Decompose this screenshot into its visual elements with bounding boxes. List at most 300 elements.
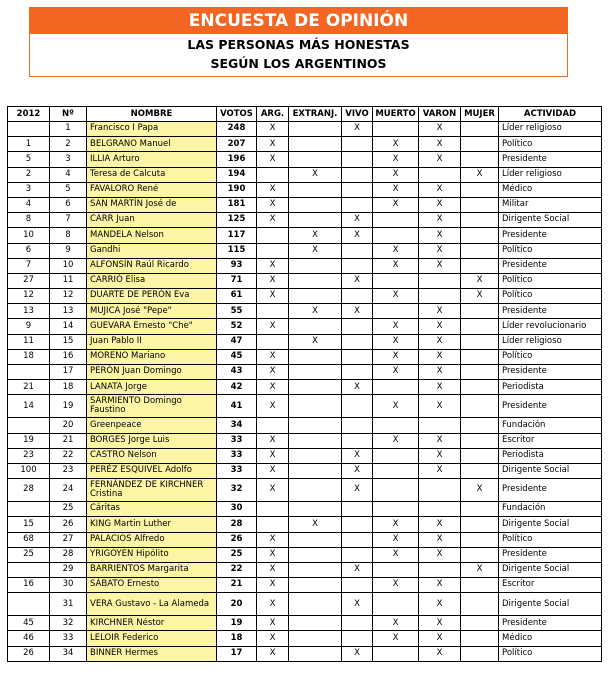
muerto-cell: X: [373, 182, 419, 197]
varon-cell: X: [419, 122, 461, 137]
vivo-cell: [342, 182, 373, 197]
activity-cell: Presidente: [499, 479, 602, 502]
vivo-cell: X: [342, 380, 373, 395]
varon-cell: X: [419, 448, 461, 463]
votes-cell: 33: [217, 463, 257, 478]
votes-cell: 125: [217, 213, 257, 228]
position-cell: 25: [50, 502, 87, 517]
muerto-cell: X: [373, 197, 419, 212]
vivo-cell: [342, 433, 373, 448]
mujer-cell: [461, 631, 499, 646]
votes-cell: 207: [217, 137, 257, 152]
name-cell: ALFONSÍN Raúl Ricardo: [87, 258, 217, 273]
votes-cell: 25: [217, 547, 257, 562]
vivo-cell: X: [342, 479, 373, 502]
muerto-cell: X: [373, 319, 419, 334]
table-row: [8, 152, 602, 167]
varon-cell: [419, 289, 461, 304]
position-cell: 22: [50, 448, 87, 463]
rank-2012-cell: [8, 562, 50, 577]
table-row: [8, 547, 602, 562]
varon-cell: X: [419, 197, 461, 212]
vivo-cell: [342, 532, 373, 547]
varon-cell: [419, 273, 461, 288]
rank-2012-cell: 26: [8, 646, 50, 661]
mujer-cell: [461, 418, 499, 433]
muerto-cell: X: [373, 616, 419, 631]
arg-cell: X: [257, 578, 289, 593]
rank-2012-cell: 5: [8, 152, 50, 167]
arg-cell: X: [257, 562, 289, 577]
mujer-cell: [461, 349, 499, 364]
vivo-cell: [342, 167, 373, 182]
name-cell: Gandhi: [87, 243, 217, 258]
name-cell: Cáritas: [87, 502, 217, 517]
position-cell: 26: [50, 517, 87, 532]
position-cell: 18: [50, 380, 87, 395]
mujer-cell: X: [461, 562, 499, 577]
arg-cell: X: [257, 213, 289, 228]
position-cell: 33: [50, 631, 87, 646]
mujer-cell: [461, 463, 499, 478]
votes-cell: 115: [217, 243, 257, 258]
varon-cell: [419, 562, 461, 577]
name-cell: LELOIR Federico: [87, 631, 217, 646]
muerto-cell: [373, 479, 419, 502]
extranj-cell: [289, 122, 342, 137]
arg-cell: X: [257, 319, 289, 334]
muerto-cell: X: [373, 243, 419, 258]
votes-cell: 181: [217, 197, 257, 212]
mujer-cell: [461, 243, 499, 258]
survey-subtitle: [30, 34, 567, 76]
mujer-cell: [461, 547, 499, 562]
activity-cell: Líder religioso: [499, 334, 602, 349]
rank-2012-cell: 1: [8, 137, 50, 152]
extranj-cell: [289, 593, 342, 616]
table-header-row: [8, 107, 602, 122]
mujer-cell: [461, 380, 499, 395]
name-cell: BARRIENTOS Margarita: [87, 562, 217, 577]
position-cell: 21: [50, 433, 87, 448]
extranj-cell: [289, 463, 342, 478]
varon-cell: X: [419, 578, 461, 593]
muerto-cell: X: [373, 532, 419, 547]
varon-cell: X: [419, 547, 461, 562]
position-cell: 2: [50, 137, 87, 152]
arg-cell: X: [257, 289, 289, 304]
table-row: [8, 228, 602, 243]
table-row: [8, 122, 602, 137]
varon-cell: X: [419, 365, 461, 380]
activity-cell: Médico: [499, 182, 602, 197]
varon-cell: X: [419, 243, 461, 258]
extranj-cell: [289, 578, 342, 593]
extranj-cell: [289, 646, 342, 661]
varon-cell: X: [419, 395, 461, 418]
table-row: [8, 365, 602, 380]
votes-cell: 55: [217, 304, 257, 319]
mujer-cell: [461, 578, 499, 593]
position-cell: 30: [50, 578, 87, 593]
votes-cell: 42: [217, 380, 257, 395]
arg-cell: [257, 167, 289, 182]
activity-cell: Político: [499, 289, 602, 304]
activity-cell: Dirigente Social: [499, 517, 602, 532]
varon-cell: X: [419, 334, 461, 349]
votes-cell: 21: [217, 578, 257, 593]
table-row: [8, 182, 602, 197]
muerto-cell: X: [373, 334, 419, 349]
table-row: [8, 502, 602, 517]
votes-cell: 20: [217, 593, 257, 616]
vivo-cell: [342, 289, 373, 304]
arg-cell: X: [257, 433, 289, 448]
votes-cell: 190: [217, 182, 257, 197]
muerto-cell: [373, 304, 419, 319]
mujer-cell: X: [461, 289, 499, 304]
name-cell: MANDELA Nelson: [87, 228, 217, 243]
table-row: [8, 532, 602, 547]
varon-cell: X: [419, 380, 461, 395]
activity-cell: Político: [499, 273, 602, 288]
activity-cell: Político: [499, 646, 602, 661]
votes-cell: 33: [217, 433, 257, 448]
rank-2012-cell: 14: [8, 395, 50, 418]
name-cell: BINNER Hermes: [87, 646, 217, 661]
mujer-cell: [461, 593, 499, 616]
arg-cell: [257, 304, 289, 319]
votes-cell: 45: [217, 349, 257, 364]
muerto-cell: X: [373, 578, 419, 593]
position-cell: 1: [50, 122, 87, 137]
rank-2012-cell: 21: [8, 380, 50, 395]
muerto-cell: [373, 448, 419, 463]
extranj-cell: [289, 365, 342, 380]
table-row: [8, 137, 602, 152]
vivo-cell: X: [342, 122, 373, 137]
extranj-cell: X: [289, 243, 342, 258]
varon-cell: X: [419, 349, 461, 364]
activity-cell: Dirigente Social: [499, 213, 602, 228]
arg-cell: X: [257, 593, 289, 616]
extranj-cell: [289, 289, 342, 304]
rank-2012-cell: 25: [8, 547, 50, 562]
varon-cell: X: [419, 182, 461, 197]
activity-cell: Presidente: [499, 365, 602, 380]
votes-cell: 19: [217, 616, 257, 631]
activity-cell: Presidente: [499, 228, 602, 243]
name-cell: MUJICA José "Pepe": [87, 304, 217, 319]
votes-cell: 248: [217, 122, 257, 137]
muerto-cell: X: [373, 365, 419, 380]
muerto-cell: X: [373, 258, 419, 273]
extranj-cell: [289, 395, 342, 418]
vivo-cell: [342, 502, 373, 517]
column-header: ARG.: [257, 107, 289, 122]
position-cell: 12: [50, 289, 87, 304]
name-cell: Juan Pablo II: [87, 334, 217, 349]
muerto-cell: [373, 646, 419, 661]
extranj-cell: [289, 182, 342, 197]
votes-cell: 17: [217, 646, 257, 661]
arg-cell: X: [257, 365, 289, 380]
activity-cell: Líder revolucionario: [499, 319, 602, 334]
position-cell: 29: [50, 562, 87, 577]
activity-cell: Escritor: [499, 578, 602, 593]
table-row: [8, 448, 602, 463]
ranking-table: [7, 106, 602, 662]
rank-2012-cell: 46: [8, 631, 50, 646]
vivo-cell: [342, 152, 373, 167]
extranj-cell: X: [289, 304, 342, 319]
name-cell: Greenpeace: [87, 418, 217, 433]
table-row: [8, 289, 602, 304]
position-cell: 23: [50, 463, 87, 478]
table-row: [8, 304, 602, 319]
muerto-cell: [373, 593, 419, 616]
table-row: [8, 167, 602, 182]
activity-cell: Periodista: [499, 448, 602, 463]
name-cell: FAVALORO René: [87, 182, 217, 197]
rank-2012-cell: [8, 122, 50, 137]
extranj-cell: [289, 197, 342, 212]
column-header: MUJER: [461, 107, 499, 122]
arg-cell: X: [257, 137, 289, 152]
name-cell: YRIGOYEN Hipólito: [87, 547, 217, 562]
rank-2012-cell: 28: [8, 479, 50, 502]
varon-cell: X: [419, 433, 461, 448]
activity-cell: Dirigente Social: [499, 463, 602, 478]
mujer-cell: X: [461, 273, 499, 288]
vivo-cell: [342, 197, 373, 212]
column-header: NOMBRE: [87, 107, 217, 122]
mujer-cell: [461, 197, 499, 212]
arg-cell: X: [257, 479, 289, 502]
name-cell: KING Martin Luther: [87, 517, 217, 532]
extranj-cell: X: [289, 228, 342, 243]
mujer-cell: [461, 517, 499, 532]
muerto-cell: X: [373, 547, 419, 562]
votes-cell: 93: [217, 258, 257, 273]
vivo-cell: X: [342, 593, 373, 616]
table-row: [8, 593, 602, 616]
muerto-cell: [373, 463, 419, 478]
position-cell: 19: [50, 395, 87, 418]
name-cell: PERÉZ ESQUIVEL Adolfo: [87, 463, 217, 478]
vivo-cell: [342, 517, 373, 532]
name-cell: Teresa de Calcuta: [87, 167, 217, 182]
arg-cell: [257, 502, 289, 517]
vivo-cell: [342, 258, 373, 273]
vivo-cell: [342, 616, 373, 631]
name-cell: DUARTE DE PERÓN Eva: [87, 289, 217, 304]
activity-cell: Escritor: [499, 433, 602, 448]
extranj-cell: X: [289, 334, 342, 349]
vivo-cell: [342, 349, 373, 364]
varon-cell: X: [419, 616, 461, 631]
rank-2012-cell: 15: [8, 517, 50, 532]
rank-2012-cell: 3: [8, 182, 50, 197]
name-cell: CARR Juan: [87, 213, 217, 228]
table-row: [8, 463, 602, 478]
subtitle-line-2: SEGÚN LOS ARGENTINOS: [210, 56, 387, 71]
extranj-cell: X: [289, 517, 342, 532]
votes-cell: 196: [217, 152, 257, 167]
survey-header: [29, 7, 568, 77]
arg-cell: X: [257, 182, 289, 197]
extranj-cell: [289, 448, 342, 463]
activity-cell: Líder religioso: [499, 167, 602, 182]
activity-cell: Presidente: [499, 258, 602, 273]
mujer-cell: [461, 304, 499, 319]
vivo-cell: [342, 243, 373, 258]
column-header: EXTRANJ.: [289, 107, 342, 122]
table-row: [8, 433, 602, 448]
votes-cell: 32: [217, 479, 257, 502]
column-header: 2012: [8, 107, 50, 122]
table-row: [8, 258, 602, 273]
activity-cell: Presidente: [499, 304, 602, 319]
position-cell: 32: [50, 616, 87, 631]
arg-cell: X: [257, 646, 289, 661]
varon-cell: X: [419, 152, 461, 167]
activity-cell: Presidente: [499, 152, 602, 167]
table-row: [8, 479, 602, 502]
activity-cell: Presidente: [499, 616, 602, 631]
mujer-cell: [461, 502, 499, 517]
table-row: [8, 562, 602, 577]
arg-cell: X: [257, 448, 289, 463]
arg-cell: X: [257, 631, 289, 646]
muerto-cell: X: [373, 433, 419, 448]
muerto-cell: X: [373, 289, 419, 304]
rank-2012-cell: 100: [8, 463, 50, 478]
arg-cell: X: [257, 395, 289, 418]
extranj-cell: [289, 532, 342, 547]
mujer-cell: [461, 122, 499, 137]
name-cell: PALACIOS Alfredo: [87, 532, 217, 547]
extranj-cell: X: [289, 167, 342, 182]
votes-cell: 47: [217, 334, 257, 349]
subtitle-line-1: LAS PERSONAS MÁS HONESTAS: [187, 37, 410, 52]
position-cell: 8: [50, 228, 87, 243]
arg-cell: X: [257, 349, 289, 364]
varon-cell: X: [419, 228, 461, 243]
votes-cell: 22: [217, 562, 257, 577]
muerto-cell: X: [373, 137, 419, 152]
rank-2012-cell: 4: [8, 197, 50, 212]
mujer-cell: [461, 319, 499, 334]
rank-2012-cell: 8: [8, 213, 50, 228]
activity-cell: Líder religioso: [499, 122, 602, 137]
table-row: [8, 395, 602, 418]
varon-cell: X: [419, 593, 461, 616]
table-row: [8, 418, 602, 433]
name-cell: SÁBATO Ernesto: [87, 578, 217, 593]
survey-title: ENCUESTA DE OPINIÓN: [30, 8, 567, 34]
position-cell: 4: [50, 167, 87, 182]
arg-cell: [257, 243, 289, 258]
rank-2012-cell: [8, 365, 50, 380]
votes-cell: 43: [217, 365, 257, 380]
name-cell: LANATA Jorge: [87, 380, 217, 395]
name-cell: ILLIA Arturo: [87, 152, 217, 167]
activity-cell: Militar: [499, 197, 602, 212]
extranj-cell: [289, 562, 342, 577]
mujer-cell: [461, 137, 499, 152]
varon-cell: X: [419, 631, 461, 646]
activity-cell: Político: [499, 137, 602, 152]
position-cell: 11: [50, 273, 87, 288]
rank-2012-cell: 18: [8, 349, 50, 364]
column-header: VOTOS: [217, 107, 257, 122]
mujer-cell: [461, 182, 499, 197]
extranj-cell: [289, 213, 342, 228]
position-cell: 17: [50, 365, 87, 380]
muerto-cell: X: [373, 152, 419, 167]
mujer-cell: [461, 616, 499, 631]
extranj-cell: [289, 433, 342, 448]
table-row: [8, 273, 602, 288]
rank-2012-cell: 11: [8, 334, 50, 349]
activity-cell: Periodista: [499, 380, 602, 395]
arg-cell: X: [257, 463, 289, 478]
votes-cell: 28: [217, 517, 257, 532]
activity-cell: Fundación: [499, 418, 602, 433]
mujer-cell: [461, 646, 499, 661]
extranj-cell: [289, 380, 342, 395]
name-cell: KIRCHNER Néstor: [87, 616, 217, 631]
arg-cell: X: [257, 532, 289, 547]
vivo-cell: [342, 334, 373, 349]
table-row: [8, 646, 602, 661]
varon-cell: X: [419, 258, 461, 273]
rank-2012-cell: [8, 593, 50, 616]
name-cell: PERÓN Juan Domingo: [87, 365, 217, 380]
activity-cell: Dirigente Social: [499, 562, 602, 577]
table-row: [8, 197, 602, 212]
name-cell: VERA Gustavo - La Alameda: [87, 593, 217, 616]
mujer-cell: [461, 152, 499, 167]
rank-2012-cell: 68: [8, 532, 50, 547]
arg-cell: X: [257, 616, 289, 631]
muerto-cell: X: [373, 631, 419, 646]
activity-cell: Político: [499, 349, 602, 364]
varon-cell: X: [419, 319, 461, 334]
extranj-cell: [289, 349, 342, 364]
extranj-cell: [289, 616, 342, 631]
position-cell: 9: [50, 243, 87, 258]
muerto-cell: [373, 502, 419, 517]
table-row: [8, 213, 602, 228]
varon-cell: X: [419, 463, 461, 478]
mujer-cell: [461, 228, 499, 243]
position-cell: 5: [50, 182, 87, 197]
column-header: VIVO: [342, 107, 373, 122]
extranj-cell: [289, 547, 342, 562]
column-header: MUERTO: [373, 107, 419, 122]
position-cell: 3: [50, 152, 87, 167]
rank-2012-cell: 13: [8, 304, 50, 319]
vivo-cell: X: [342, 448, 373, 463]
name-cell: CASTRO Nelson: [87, 448, 217, 463]
name-cell: BORGES Jorge Luis: [87, 433, 217, 448]
vivo-cell: [342, 547, 373, 562]
position-cell: 28: [50, 547, 87, 562]
table-row: [8, 319, 602, 334]
vivo-cell: X: [342, 463, 373, 478]
